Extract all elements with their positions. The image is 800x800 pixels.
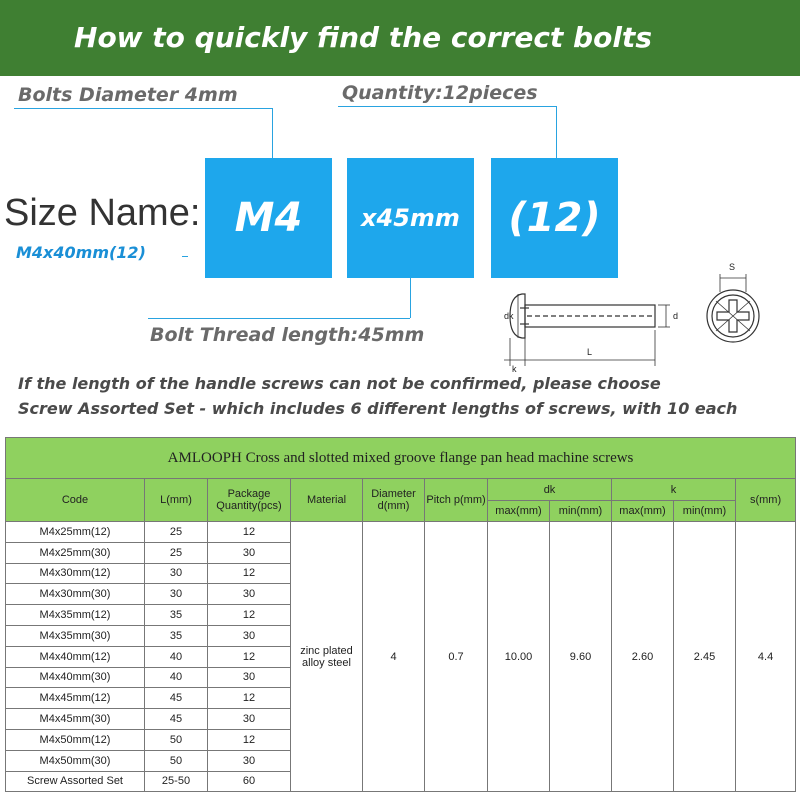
header-length: L(mm) [145,479,208,522]
page-title: How to quickly find the correct bolts [74,21,652,54]
cell-quantity: 30 [208,625,291,646]
size-name-example: M4x40mm(12) [16,243,146,262]
cell-quantity: 60 [208,771,291,792]
cell-length: 30 [145,584,208,605]
quantity-connector [556,106,557,158]
cell-length: 25 [145,542,208,563]
header-k-max: max(mm) [612,501,674,522]
table-title: AMLOOPH Cross and slotted mixed groove flange pan head machine screws [6,438,796,479]
cell-code: M4x50mm(12) [6,729,145,750]
cell-code: M4x40mm(12) [6,646,145,667]
cell-code: M4x35mm(12) [6,605,145,626]
quantity-underline [338,106,556,107]
cell-quantity: 30 [208,750,291,771]
size-box-diameter: M4 [205,158,332,278]
cell-length: 25-50 [145,771,208,792]
cell-quantity: 12 [208,729,291,750]
table-row [6,522,796,543]
cell-code: M4x40mm(30) [6,667,145,688]
dim-label-l: L [587,347,593,357]
cell-dk-max: 10.00 [488,522,550,792]
example-dash [182,256,188,257]
header-k-min: min(mm) [674,501,736,522]
cell-quantity: 30 [208,542,291,563]
diameter-underline [14,108,272,109]
cell-dk-min: 9.60 [550,522,612,792]
thread-underline [148,318,410,319]
cell-quantity: 12 [208,605,291,626]
cell-length: 45 [145,709,208,730]
thread-callout: Bolt Thread length:45mm [150,324,425,346]
note-line-1: If the length of the handle screws can not be confirmed, please choose [18,374,661,393]
size-name-label: Size Name: [4,192,201,234]
header-k: k [612,479,736,501]
cell-length: 50 [145,750,208,771]
cell-quantity: 12 [208,522,291,543]
cell-quantity: 30 [208,584,291,605]
cell-diameter: 4 [363,522,425,792]
cell-material: zinc plated alloy steel [291,522,363,792]
diameter-callout: Bolts Diameter 4mm [18,84,238,106]
quantity-callout: Quantity:12pieces [342,82,538,104]
cell-length: 35 [145,625,208,646]
dim-label-d: d [673,311,679,321]
spec-table [5,437,796,792]
cell-quantity: 30 [208,709,291,730]
cell-length: 50 [145,729,208,750]
cell-pitch: 0.7 [425,522,488,792]
cell-code: M4x35mm(30) [6,625,145,646]
bolt-diagram [480,256,780,376]
cell-length: 35 [145,605,208,626]
cell-s: 4.4 [736,522,796,792]
diameter-connector [272,108,273,158]
header-s: s(mm) [736,479,796,522]
header-dk-min: min(mm) [550,501,612,522]
header-diameter: Diameter d(mm) [363,479,425,522]
cell-code: M4x25mm(12) [6,522,145,543]
cell-length: 40 [145,646,208,667]
cell-length: 25 [145,522,208,543]
cell-code: M4x30mm(30) [6,584,145,605]
cell-code: Screw Assorted Set [6,771,145,792]
cell-quantity: 12 [208,646,291,667]
size-box-quantity: (12) [491,158,618,278]
cell-length: 30 [145,563,208,584]
header-code: Code [6,479,145,522]
dim-label-k: k [512,364,517,374]
cell-code: M4x50mm(30) [6,750,145,771]
header-package: Package Quantity(pcs) [208,479,291,522]
title-banner [0,0,800,76]
header-material: Material [291,479,363,522]
dim-label-s: S [729,262,736,272]
cell-code: M4x45mm(12) [6,688,145,709]
size-box-length: x45mm [347,158,474,278]
thread-connector [410,278,411,318]
header-dk-max: max(mm) [488,501,550,522]
cell-quantity: 12 [208,563,291,584]
cell-code: M4x30mm(12) [6,563,145,584]
cell-length: 45 [145,688,208,709]
header-pitch: Pitch p(mm) [425,479,488,522]
note-line-2: Screw Assorted Set - which includes 6 different lengths of screws, with 10 each [18,399,738,418]
dim-label-dk: dk [504,311,514,321]
cell-length: 40 [145,667,208,688]
cell-quantity: 30 [208,667,291,688]
cell-code: M4x25mm(30) [6,542,145,563]
header-dk: dk [488,479,612,501]
cell-k-max: 2.60 [612,522,674,792]
cell-k-min: 2.45 [674,522,736,792]
cell-quantity: 12 [208,688,291,709]
cell-code: M4x45mm(30) [6,709,145,730]
